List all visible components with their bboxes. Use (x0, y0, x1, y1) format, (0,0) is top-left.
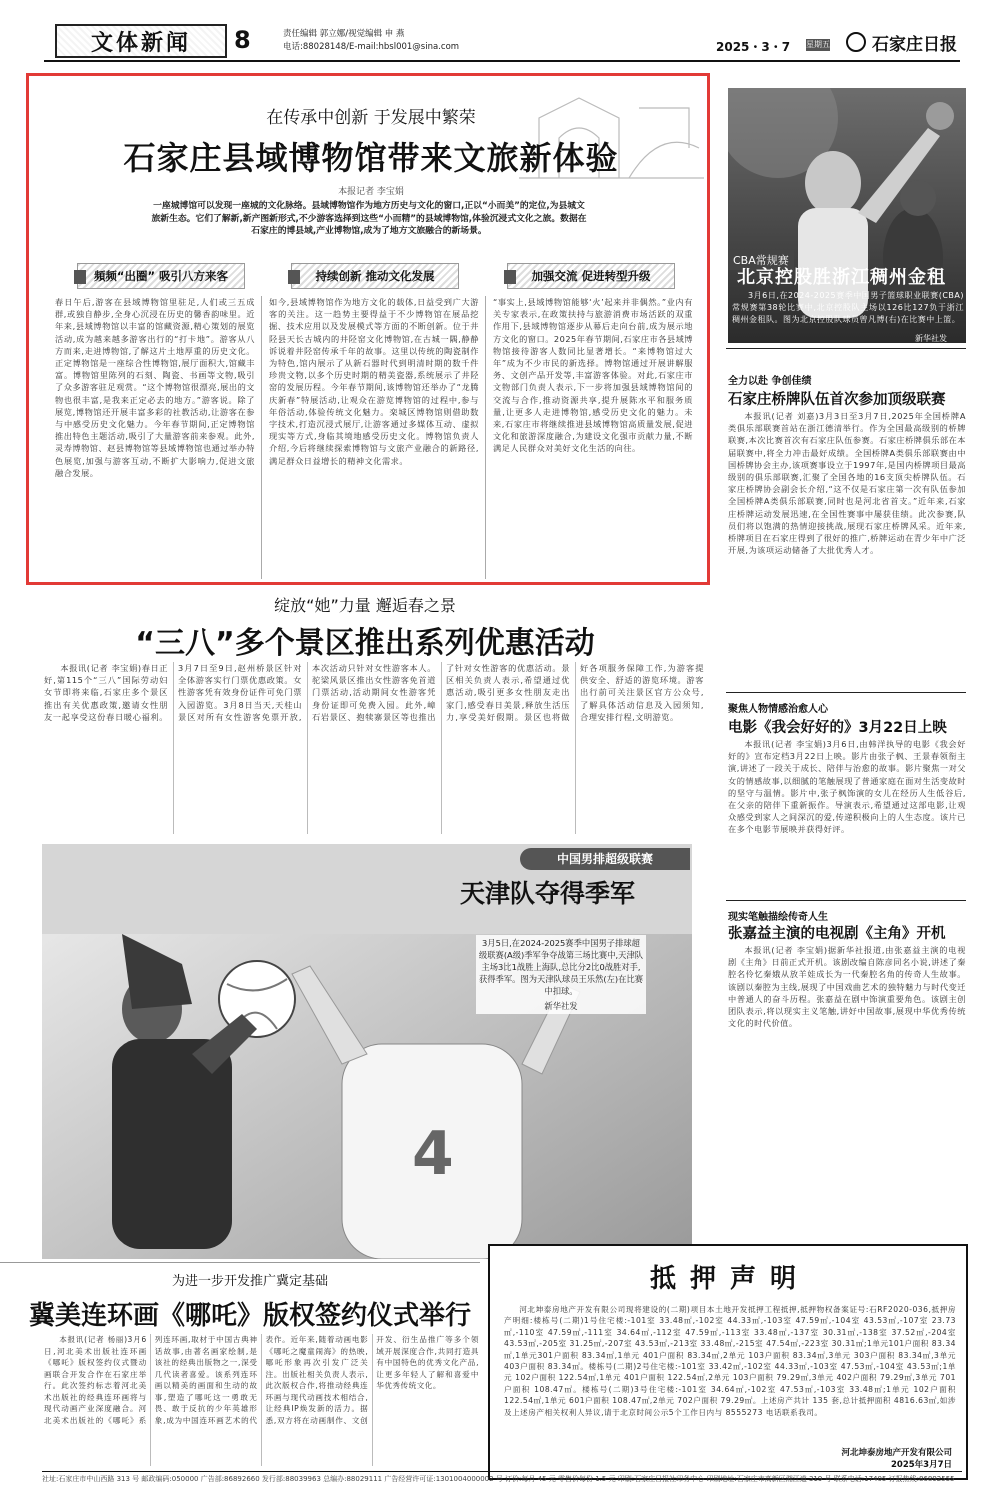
tv-headline: 张嘉益主演的电视剧《主角》开机 (728, 926, 946, 942)
s3-kicker: 为进一步开发推广冀定基础 (171, 1274, 328, 1289)
cba-caption-text: 3月6日,在2024-2025赛季中国男子篮球职业联赛(CBA)常规赛第38轮比赛中,北京控股队主场以126比127负于浙江稠州金租队。图为北京控股队球员曾凡博(右)在比赛中上篮。 (732, 291, 964, 325)
s2-kicker: 绽放“她”力量 邂逅春之景 (274, 596, 456, 615)
masthead-rule (44, 60, 960, 62)
notice-date: 2025年3月7日 (891, 1460, 952, 1470)
volleyball-headline: 天津队夺得季军 (460, 879, 636, 908)
divider (726, 900, 966, 901)
lead-story-box (26, 73, 710, 585)
notice-body-text: 河北坤泰房地产开发有限公司现将建设的(二期)项目本土地开发抵押工程抵押,抵押物权备案证号:石RF2020-036,抵押房产明细:楼栋号(二期)1号住宅楼:-101室 33.48㎡,-102室 44.33㎡,-103室 47.59㎡,-104室 43.53㎡,-107室 23.73㎡,-110室 47.59㎡,-111室 34.64㎡,-112室 47.59㎡,-113室 33.48㎡,-137室 30.31㎡,-138室 37.52㎡,-204室 43.53㎡,-205室 31.25㎡,-207室 43.53㎡,-213室 33.48㎡,-215室 47.54㎡,-223室 30.31㎡;1单元101户面积 83.34㎡,1单元301户面积 83.34㎡,1单元 401户面积 83.34㎡,2单元 103户面积 83.34㎡,3单元 303户面积 83.34㎡,3单元 403户面积 83.34㎡。楼栋号(二期)2号住宅楼:-101室 33.42㎡,-102室 44.33㎡,-103室 47.53㎡,-104室 43.53㎡;1单元 102户面积 122.54㎡,1单元 401户面积 122.54㎡,2单元 103户面积 79.29㎡,3单元 402户面积 79.29㎡,3单元 701户面积 108.47㎡。楼栋号(二期)3号住宅楼:-101室 34.64㎡,-102室 47.53㎡,-103室 33.48㎡;1单元 102户面积 122.54㎡,1单元 601户面积 108.47㎡,2单元 702户面积 79.29㎡。上述房产共计 135 套,总计抵押面积 4816.63㎡,如涉及上述房产相关权利人异议,请于北京时间公示5个工作日内与 8555273 电话联系我司。 (504, 1305, 956, 1417)
subhead-2-text: 持续创新 推动文化发展 (315, 269, 435, 283)
cba-headline: 北京控股胜浙江稠州金租 (737, 267, 946, 288)
volleyball-credit: 新华社发 (544, 1001, 578, 1011)
film-kicker: 聚焦人物情感治愈人心 (728, 704, 828, 715)
editors-line: 责任编辑 郭立娜/视觉编辑 申 燕 (283, 29, 405, 39)
contact-line: 电话:88028148/E-mail:hbsl001@sina.com (283, 42, 460, 52)
subhead-3 (507, 263, 675, 289)
newspaper-logo-icon (846, 32, 866, 52)
s3-headline: 冀美连环画《哪吒》版权签约仪式举行 (28, 1301, 471, 1331)
subhead-2 (291, 263, 459, 289)
lead-byline: 本报记者 李宝娟 (338, 187, 404, 197)
cba-credit: 新华社发 (915, 334, 947, 343)
lead-intro: 一座城博馆可以发现一座城的文化脉络。县域博物馆作为地方历史与文化的窗口,正以“小而美”的定位,为县城文旅新生态。它们了解新,新产图新形式,不少游客选择到这些“小而精”的县域博物馆,体验沉浸式文化之旅。数据在石家庄的博县域,产业博物馆,成为了地方文旅融合的新场景。 (151, 201, 587, 236)
volleyball-kicker: 中国男排超级联赛 (520, 848, 690, 870)
s2-headline: “三八”多个景区推出系列优惠活动 (135, 626, 595, 661)
bridge-body (728, 410, 966, 688)
section-title: 文体新闻 (55, 24, 227, 58)
column-divider (485, 296, 486, 579)
lead-column-2: 如今,县域博物馆作为地方文化的载体,日益受到广大游客的关注。这一趋势主要得益于不少博物馆在展品挖掘、技术应用以及发展模式等方面的不断创新。位于井陉县天长古城内的井陉窑文化博物馆,在古城一隅,静静诉说着井陉窑传承千年的故事。这里以传统的陶瓷制作为特色,馆内展示了从新石器时代到明清时期的数千件珍贵文物,以多个历史时期的精美瓷器,系统展示了井陉窑的发展历程。今年春节期间,该博物馆还举办了“龙腾庆新春”特展活动,让观众在游览博物馆的过程中,参与年俗活动,体验传统文化魅力。栾城区博物馆则借助数字技术,打造沉浸式展厅,让游客通过多媒体互动、虚拟现实等方式,身临其境地感受历史文化。博物馆负责人介绍,今后将继续探索博物馆与文旅产业融合的新路径,满足群众日益增长的精神文化需求。 (269, 297, 479, 466)
tv-body-text: 本报讯(记者 李宝娟)据新华社报道,由张嘉益主演的电视剧《主角》日前正式开机。该剧改编自陈彦同名小说,讲述了秦腔名伶忆秦娥从放羊娃成长为一代秦腔名角的传奇人生故事。该剧以秦腔为主线,展现了中国戏曲艺术的独特魅力与时代变迁中普通人的奋斗历程。张嘉益在剧中饰演重要角色。该剧主创团队表示,将以现实主义笔触,讲好中国故事,展现中华优秀传统文化的时代价值。 (728, 945, 966, 1029)
subhead-3-text: 加强交流 促进转型升级 (531, 269, 651, 283)
film-body (728, 738, 966, 894)
notice-signoff (841, 1446, 952, 1470)
s2-body-text (44, 662, 704, 723)
subhead-1 (77, 263, 245, 289)
bridge-headline: 石家庄桥牌队伍首次参加顶级联赛 (728, 392, 946, 408)
bridge-body-text: 本报讯(记者 刘嘉)3月3日至3月7日,2025年全国桥牌A类俱乐部联赛首站在浙江德清举行。作为全国最高级别的桥牌联赛,本次比赛首次有石家庄队伍参赛。石家庄桥牌俱乐部在本届联赛中,将全力冲击最好成绩。全国桥牌A类俱乐部联赛由中国桥牌协会主办,该项赛事设立于1997年,是国内桥牌项目最高级别的俱乐部联赛,汇聚了全国各地的16支顶尖桥牌队伍。石家庄桥牌协会副会长介绍,“这不仅是石家庄第一次有队伍参加全国桥牌A类俱乐部联赛,同时也是河北省首支。”近年来,石家庄桥牌运动发展迅速,在全国性赛事中屡获佳绩。此次参赛,队员们将以饱满的热情迎接挑战,展现石家庄桥牌风采。近年来,桥牌项目在石家庄得到了很好的推广,桥牌运动在青少年中广泛开展,为该项运动储备了大批优秀人才。 (728, 411, 966, 556)
tv-body (728, 944, 966, 1094)
lead-headline: 石家庄县域博物馆带来文旅新体验 (123, 139, 619, 177)
editors-info (283, 28, 459, 54)
s3-body (44, 1334, 479, 1466)
divider (726, 348, 966, 349)
divider (0, 1262, 480, 1263)
notice-body (504, 1304, 956, 1444)
film-headline: 电影《我会好好的》3月22日上映 (728, 720, 947, 736)
lead-kicker: 在传承中创新 于发展中繁荣 (266, 108, 476, 128)
newspaper-logo: 石家庄日报 (872, 35, 957, 55)
notice-company: 河北坤泰房地产开发有限公司 (841, 1448, 952, 1458)
subhead-1-text: 頻频“出圈” 吸引八方来客 (93, 269, 229, 283)
lead-column-1: 春日午后,游客在县域博物馆里驻足,人们或三五成群,或独自静步,全身心沉浸在历史的馨香韵味里。近年来,县域博物馆以丰富的馆藏资源,精心策划的展览活动,成为越来越多游客出行的“打卡地”。游客从八方而来,走进博物馆,了解这片土地厚重的历史文化。正定博物馆是一座综合性博物馆,展厅面积大,馆藏丰富。博物馆里陈列的石刻、陶瓷、书画等文物,吸引了众多游客驻足观赏。“这个博物馆很漂亮,展出的文物也很丰富,是我来正定必去的地方。”游客说。除了展览,博物馆还开展丰富多彩的社教活动,让游客在参与中感受历史文化魅力。今年春节期间,正定博物馆推出特色主题活动,吸引了大量游客前来参观。此外,灵寿博物馆、赵县博物馆等县域博物馆也通过举办特色展览,加强与游客互动,不断扩大影响力,促进文旅融合发展。 (55, 297, 255, 478)
lead-column-3: “事实上,县域博物馆能够‘火’起来并非偶然。”业内有关专家表示,在政策扶持与旅游消费市场活跃的双重作用下,县域博物馆逐步从幕后走向台前,成为展示地方文化的窗口。2025年春节期间,石家庄市各县域博物馆接待游客人数同比显著增长。“来博物馆过大年”成为不少市民的新选择。博物馆通过开展讲解服务、文创产品开发等,丰富游客体验。对此,石家庄市文物部门负责人表示,下一步将加强县域博物馆间的交流与合作,推动资源共享,提升展陈水平和服务质量,让更多人走进博物馆,感受历史文化的魅力。未来,石家庄市将继续推进县域博物馆高质量发展,促进文化和旅游深度融合,为建设文化强市贡献力量,不断满足人民群众对美好文化生活的向往。 (493, 297, 693, 454)
weekday-badge: 星期五 (806, 40, 830, 49)
svg-text:4: 4 (412, 1119, 454, 1189)
divider (726, 692, 966, 693)
s2-body (44, 662, 704, 834)
bridge-kicker: 全力以赴 争创佳绩 (728, 376, 812, 387)
film-body-text: 本报讯(记者 李宝娟)3月6日,由韩洋执导的电影《我会好好的》宣布定档3月22日上映。影片由张子枫、王景春领衔主演,讲述了一段关于成长、陪伴与治愈的故事。影片聚焦一对父女的情感故事,以细腻的笔触展现了普通家庭在面对生活变故时的坚守与温情。影片中,张子枫饰演的女儿在经历人生低谷后,在父亲的陪伴下重新振作。导演表示,希望通过这部电影,让观众感受到家人之间深沉的爱,传递积极向上的人生态度。该片已在多个电影节展映并获得好评。 (728, 739, 966, 835)
cba-badge: CBA常规赛 (728, 250, 794, 270)
column-divider (261, 296, 262, 579)
issue-date: 2025・3・7 (716, 40, 791, 54)
volleyball-caption-text: 3月5日,在2024-2025赛季中国男子排球超级联赛(A级)季军争夺战第三场比赛中,天津队主场3比1战胜上海队,总比分2比0战胜对手,获得季军。图为天津队球员王乐然(左)在比赛中扣球。 (478, 938, 644, 996)
s2-body-paragraph: 本报讯(记者 李宝娟)春日正好,第115个“三八”国际劳动妇女节即将来临,石家庄多个景区推出有关优惠政策,邀请女性朋友一起享受这份春日暖心福利。3月7日至9日,赵州桥景区针对全体游客实行门票优惠政策。女性游客凭有效身份证件可免门票入园游览。3月8日当天,天桂山景区对所有女性游客免票开放,本次活动只针对女性游客本人。驼梁风景区推出女性游客免首道门票活动,活动期间女性游客凭身份证即可免费入园。此外,嶂石岩景区、抱犊寨景区等也推出了针对女性游客的优惠活动。景区相关负责人表示,希望通过优惠活动,吸引更多女性朋友走出家门,感受春日美景,释放生活压力,享受美好假期。景区也将做好各项服务保障工作,为游客提供安全、舒适的游览环境。游客出行前可关注景区官方公众号,了解具体活动信息及入园须知,合理安排行程,文明游览。 (44, 663, 704, 722)
mortgage-notice (488, 1244, 968, 1480)
page-footer: 社址:石家庄市中山西路 313 号 邮政编码:050000 广告部:86892660 发行部:88039963 总编办:88029111 广告经营许可证:1301004000002 号 订价:每月 45 元 零售价每份 1.5 元 印刷:石家庄日报社印务中心 印刷地址:石家庄市高新区湘江道 319 号 联系电话:17405 订报热线:86892555 (42, 1471, 962, 1484)
s3-body-paragraph: 本报讯(记者 杨丽)3月6日,河北美术出版社连环画《哪吒》版权签约仪式暨动画联合开发合作在石家庄举行。此次签约标志着河北美术出版社的经典连环画将与现代动画产业深度融合。河北美术出版社的《哪吒》系列连环画,取材于中国古典神话故事,由著名画家绘制,是该社的经典出版物之一,深受几代读者喜爱。该系列连环画以精美的画面和生动的故事,塑造了哪吒这一勇敢无畏、敢于反抗的少年英雄形象,成为中国连环画艺术的代表作。近年来,随着动画电影《哪吒之魔童闹海》的热映,哪吒形象再次引发广泛关注。出版社相关负责人表示,此次版权合作,将推动经典连环画与现代动画技术相结合,让经典IP焕发新的活力。据悉,双方将在动画制作、文创开发、衍生品推广等多个领域开展深度合作,共同打造具有中国特色的优秀文化产品,让更多年轻人了解和喜爱中华优秀传统文化。 (44, 1335, 479, 1425)
volleyball-caption (476, 935, 646, 1014)
notice-title: 抵押声明 (649, 1264, 810, 1294)
tv-kicker: 现实笔触描绘传奇人生 (728, 912, 828, 923)
page-number: 8 (234, 26, 251, 54)
s3-body-text (44, 1334, 479, 1426)
